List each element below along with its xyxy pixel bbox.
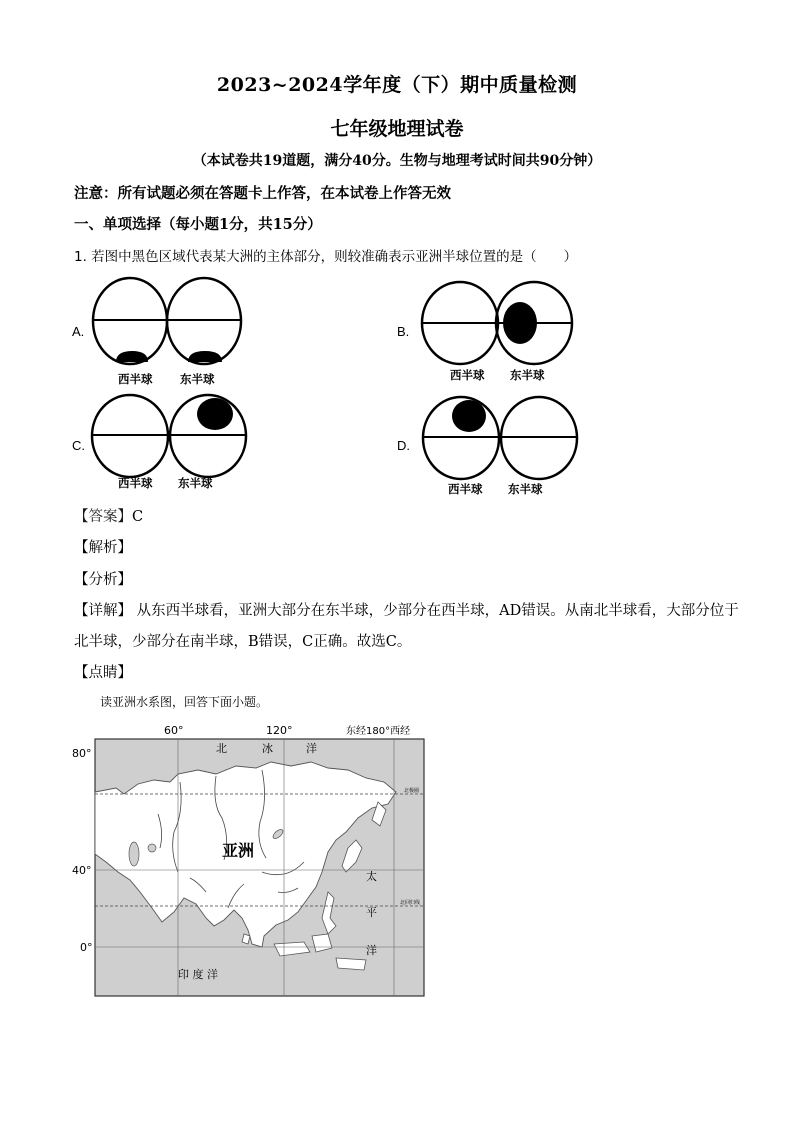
detail-line-1	[74, 599, 739, 620]
map-caption: 读亚洲水系图，回答下面小题。	[100, 695, 269, 709]
west-hemisphere-label: 西半球	[118, 372, 153, 386]
landmass-east	[188, 351, 222, 362]
question-stem: 1. 若图中黑色区域代表某大洲的主体部分，则较准确表示亚洲半球位置的是（ ）	[74, 249, 578, 265]
asia-water-map	[66, 722, 436, 1002]
option-b-diagram	[420, 280, 580, 368]
answer-value: C	[132, 509, 144, 525]
option-a-label: A.	[72, 324, 85, 339]
pacific-ocean-char-1: 太	[366, 870, 377, 883]
lat-label-0: 0°	[80, 941, 93, 954]
exam-subtitle: 七年级地理试卷	[330, 118, 464, 140]
option-a-diagram	[90, 275, 250, 371]
analysis-tag: 【解析】	[74, 540, 132, 556]
aral-sea	[148, 844, 156, 852]
east-hemisphere-label: 东半球	[180, 372, 215, 386]
option-d-diagram	[420, 395, 582, 483]
option-b-label: B.	[397, 324, 410, 339]
exam-note: （本试卷共19道题，满分40分。生物与地理考试时间共90分钟）	[192, 153, 602, 169]
landmass-east	[197, 398, 233, 430]
option-c-diagram	[90, 393, 252, 481]
option-c-label: C.	[72, 438, 85, 453]
lon-label-180: 东经180°西经	[346, 726, 411, 737]
section-heading: 一、单项选择（每小题1分，共15分）	[74, 216, 322, 233]
lat-label-40: 40°	[72, 864, 92, 877]
detail-tag: 【详解】	[74, 603, 132, 619]
answer-line	[74, 505, 143, 526]
landmass-west	[116, 351, 148, 362]
indian-ocean-label: 印 度 洋	[178, 968, 218, 981]
tropic-label: 北回归线	[400, 900, 421, 906]
east-hemisphere-label: 东半球	[510, 368, 545, 382]
west-hemisphere-label: 西半球	[450, 368, 485, 382]
lat-label-80: 80°	[72, 747, 92, 760]
landmass-west	[452, 400, 486, 432]
fenxi-tag: 【分析】	[74, 572, 132, 588]
asia-label: 亚洲	[222, 841, 255, 860]
west-hemisphere-label: 西半球	[118, 476, 153, 490]
caspian-sea	[129, 842, 139, 866]
arctic-ocean-char-1: 北	[216, 742, 227, 755]
detail-line-2: 北半球，少部分在南半球，B错误，C正确。故选C。	[74, 634, 412, 650]
pacific-ocean-char-2: 平	[366, 906, 377, 919]
lon-label-60: 60°	[164, 724, 184, 737]
landmass-east	[503, 302, 537, 344]
exam-title: 2023~2024学年度（下）期中质量检测	[216, 74, 578, 96]
east-hemisphere-label: 东半球	[508, 482, 543, 496]
east-hemisphere-label: 东半球	[178, 476, 213, 490]
lon-label-120: 120°	[266, 724, 293, 737]
west-hemisphere-label: 西半球	[448, 482, 483, 496]
notice: 注意：所有试题必须在答题卡上作答，在本试卷上作答无效	[74, 185, 451, 202]
arctic-ocean-char-3: 洋	[306, 742, 317, 755]
option-d-label: D.	[397, 438, 410, 453]
pacific-ocean-char-3: 洋	[366, 944, 377, 957]
arctic-ocean-char-2: 冰	[262, 742, 273, 755]
dianjing-tag: 【点睛】	[74, 665, 132, 681]
answer-tag: 【答案】	[74, 509, 132, 525]
detail-text-1: 从东西半球看，亚洲大部分在东半球，少部分在西半球，AD错误。从南北半球看，大部分位于	[136, 603, 739, 619]
arctic-circle-label: 北极圈	[404, 788, 420, 794]
